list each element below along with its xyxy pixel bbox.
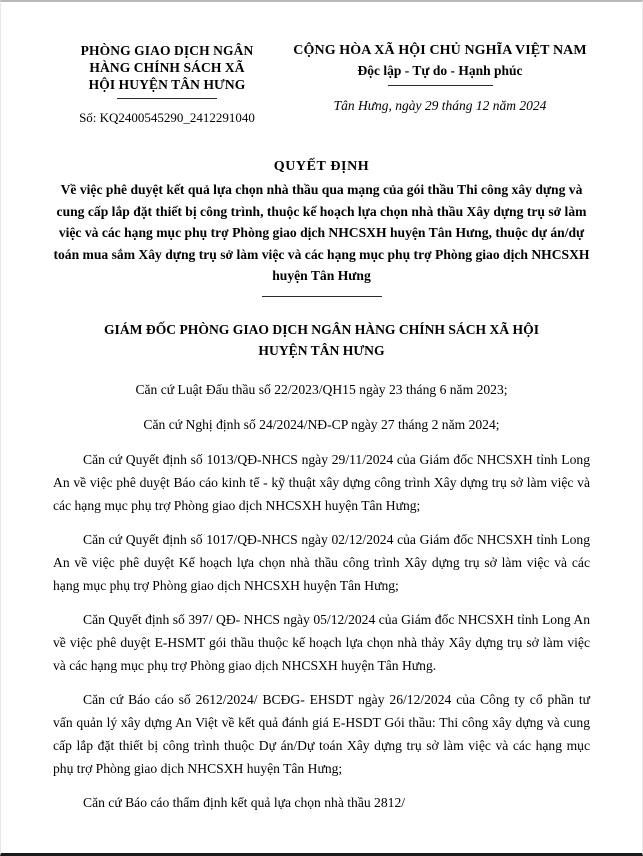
legal-basis-paragraph: Căn cứ Quyết định số 1017/QĐ-NHCS ngày 02/12/2024 của Giám đốc NHCSXH tỉnh Long An về việc phê duyệt Kế hoạch lựa chọn nhà thầu công trình Xây dựng trụ sở làm việc và các hạng mục phụ trợ Phòng giao dịch NHCSXH huyện Tân Hưng;: [53, 531, 590, 593]
legal-basis-paragraph: Căn cứ Báo cáo thẩm định kết quả lựa chọn nhà thầu 2812/: [83, 794, 406, 810]
issuing-organization-block: [53, 34, 281, 126]
organization-name-line-2: HÀNG CHÍNH SÁCH XÃ: [89, 60, 245, 75]
issuing-authority-heading: [53, 319, 590, 361]
organization-name-line-1: PHÒNG GIAO DỊCH NGÂN: [80, 43, 254, 58]
document-content: [53, 378, 590, 814]
title-underline: [262, 296, 382, 297]
national-motto: Độc lập - Tự do - Hạnh phúc: [357, 63, 523, 78]
page-title: QUYẾT ĐỊNH: [273, 159, 370, 174]
place-and-date: Tân Hưng, ngày 29 tháng 12 năm 2024: [333, 98, 547, 113]
legal-basis-paragraph: Căn cứ Luật Đấu thầu số 22/2023/QH15 ngày 23 tháng 6 năm 2023;: [135, 381, 508, 397]
document-subtitle: Về việc phê duyệt kết quả lựa chọn nhà thầu qua mạng của gói thầu Thi công xây dựng và cung cấp lắp đặt thiết bị công trình, thuộc kế hoạch lựa chọn nhà thầu Xây dựng trụ sở làm việc và các hạng mục phụ trợ Phòng giao dịch NHCSXH huyện Tân Hưng, thuộc dự án/dự toán mua sắm Xây dựng trụ sở làm việc và các hạng mục phụ trợ Phòng giao dịch NHCSXH huyện Tân Hưng: [53, 182, 590, 283]
legal-basis-paragraph: Căn cứ Nghị định số 24/2024/NĐ-CP ngày 27 tháng 2 năm 2024;: [143, 416, 500, 432]
issuing-authority-line-1: GIÁM ĐỐC PHÒNG GIAO DỊCH NGÂN HÀNG CHÍNH SÁCH XÃ HỘI: [103, 321, 539, 337]
organization-name-line-3: HỘI HUYỆN TÂN HƯNG: [88, 77, 246, 92]
national-title: CỘNG HÒA XÃ HỘI CHỦ NGHĨA VIỆT NAM: [293, 43, 587, 58]
legal-basis-paragraph: Căn cứ Quyết định số 1013/QĐ-NHCS ngày 29/11/2024 của Giám đốc NHCSXH tỉnh Long An về việc phê duyệt Báo cáo kinh tế - kỹ thuật xây dựng công trình Xây dựng trụ sở làm việc và các hạng mục phụ trợ Phòng giao dịch NHCSXH huyện Tân Hưng;: [53, 451, 590, 513]
issuing-authority-line-2: HUYỆN TÂN HƯNG: [258, 342, 385, 358]
document-body-area: [1, 2, 642, 814]
document-header: [53, 34, 590, 126]
national-heading-block: [290, 34, 590, 114]
legal-basis-paragraph: Căn Quyết định số 397/ QĐ- NHCS ngày 05/12/2024 của Giám đốc NHCSXH tỉnh Long An về việc phê duyệt E-HSMT gói thầu thuộc kế hoạch lựa chọn nhà thảy Xây dựng trụ sở làm việc và các hạng mục phụ trợ Phòng giao dịch NHCSXH huyện Tân Hưng.: [53, 611, 590, 673]
motto-underline: [388, 85, 493, 86]
document-number: Số: KQ2400545290_2412291040: [79, 110, 255, 125]
legal-basis-paragraph: Căn cứ Báo cáo số 2612/2024/ BCĐG- EHSDT ngày 26/12/2024 của Công ty cổ phần tư vấn quản lý xây dựng An Việt về kết quả đánh giá E-HSDT Gói thầu: Thi công xây dựng và cung cấp lắp đặt thiết bị công trình thuộc Dự án/Dự toán Xây dựng trụ sở làm việc và các hạng mục phụ trợ Phòng giao dịch NHCSXH huyện Tân Hưng;: [53, 691, 590, 776]
organization-name: [53, 42, 281, 93]
organization-underline: [117, 98, 217, 99]
document-title-block: [53, 159, 590, 297]
